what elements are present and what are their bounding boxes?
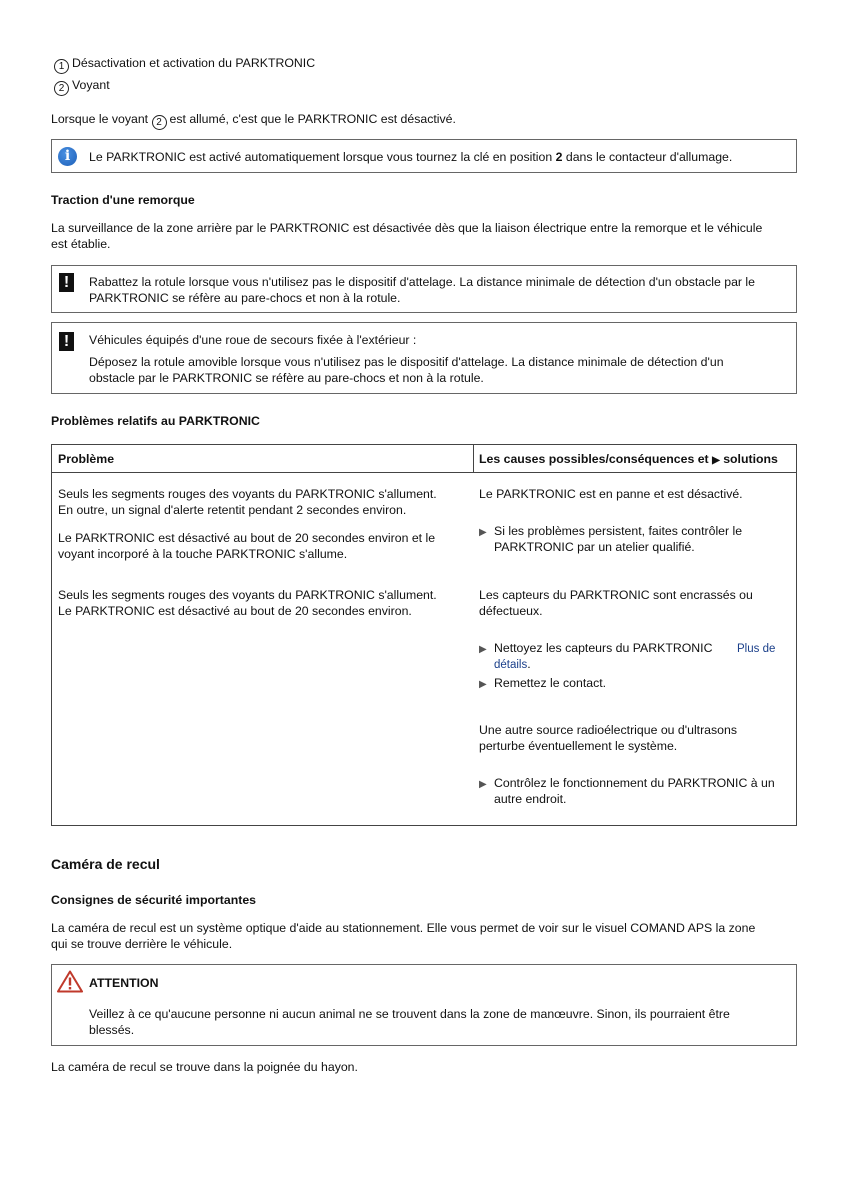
- traction-text-line: est établie.: [51, 237, 111, 251]
- more-details-link-cont[interactable]: détails.: [494, 657, 531, 671]
- legend-item-2: 2 Voyant: [54, 77, 110, 96]
- warning-box-1: ! Rabattez la rotule lorsque vous n'utilisez pas le dispositif d'attelage. La distance minimale de détection d'un obstacle par le PARKTRONIC se réfère au pare-chocs et non à la rotule.: [51, 265, 797, 313]
- info-note-box: [51, 139, 797, 173]
- list-item: ▶ Remettez le contact.: [479, 675, 606, 693]
- arrow-right-icon: ▶: [479, 779, 487, 790]
- table-header-problem: Problème: [58, 452, 115, 466]
- number-circle: 2: [152, 115, 167, 130]
- attention-triangle-icon: [57, 970, 83, 993]
- arrow-right-icon: ▶: [479, 527, 487, 538]
- arrow-right-icon: ▶: [712, 455, 720, 466]
- attention-box: ATTENTION Veillez à ce qu'aucune personne ni aucun animal ne se trouvent dans la zone de manœuvre. Sinon, ils pourraient être blessés.: [51, 964, 797, 1046]
- safety-heading: Consignes de sécurité importantes: [51, 893, 257, 907]
- list-item: ▶ Nettoyez les capteurs du PARKTRONIC: [479, 640, 712, 658]
- info-note-text: Le PARKTRONIC est activé automatiquement lorsque vous tournez la clé en position 2 dans le contacteur d'allumage.: [89, 150, 733, 164]
- more-details-link[interactable]: Plus de: [737, 643, 776, 655]
- camera-intro-line: qui se trouve derrière le véhicule.: [51, 937, 233, 951]
- warning-box-2: ! Véhicules équipés d'une roue de secours fixée à l'extérieur : Déposez la rotule amovible lorsque vous n'utilisez pas le dispositif d'attelage. La distance minimale de détection d'un obstacle par le PARKTRONIC se réfère au pare-chocs et non à la rotule.: [51, 322, 797, 394]
- legend-item-1: 1 Désactivation et activation du PARKTRONIC: [54, 55, 315, 74]
- traction-heading: Traction d'une remorque: [51, 193, 195, 207]
- problems-heading: Problèmes relatifs au PARKTRONIC: [51, 414, 260, 428]
- arrow-right-icon: ▶: [479, 644, 487, 655]
- number-circle: 1: [54, 59, 69, 74]
- camera-location: La caméra de recul se trouve dans la poignée du hayon.: [51, 1060, 358, 1074]
- section-title: Caméra de recul: [51, 856, 160, 872]
- camera-intro-line: La caméra de recul est un système optique d'aide au stationnement. Elle vous permet de voir sur le visuel COMAND APS la zone: [51, 921, 756, 935]
- voyant-sentence: Lorsque le voyant 2 est allumé, c'est que le PARKTRONIC est désactivé.: [51, 112, 456, 128]
- attention-title: ATTENTION: [89, 976, 159, 990]
- warning-icon: !: [59, 273, 74, 292]
- list-item: ▶ Si les problèmes persistent, faites contrôler le: [479, 523, 742, 541]
- warning-icon: !: [59, 332, 74, 351]
- table-header-causes: Les causes possibles/conséquences et ▶ solutions: [479, 452, 778, 466]
- info-icon: i: [58, 147, 77, 166]
- problems-table: Problème Les causes possibles/conséquences et ▶ solutions Seuls les segments rouges des voyants du PARKTRONIC s'allument. En outre, un signal d'alerte retentit pendant 2 secondes environ. Le PARKTRONIC est désactivé au bout de 20 secondes environ et le voyant incorporé à la touche PARKTRONIC s'allume. Seuls les segments rouges des voyants du PARKTRONIC s'allument. Le PARKTRONIC est désactivé au bout de 20 secondes environ. Le PARKTRONIC est en panne et est désactivé. ▶ Si les problèmes persistent, faites contrôler le PARKTRONIC par un atelier qualifié. Les capteurs du PARKTRONIC sont encrassés ou défectueux. ▶ Nettoyez les capteurs du PARKTRONIC Plus de détails. ▶ Remettez le contact. Une autre source radioélectrique ou d'ultrasons perturbe éventuellement le système. ▶ Contrôlez le fonctionnement du PARKTRONIC à un autre endroit.: [51, 444, 797, 826]
- arrow-right-icon: ▶: [479, 679, 487, 690]
- number-circle: 2: [54, 81, 69, 96]
- traction-text-line: La surveillance de la zone arrière par le PARKTRONIC est désactivée dès que la liaison électrique entre la remorque et le véhicule: [51, 221, 763, 235]
- list-item: ▶ Contrôlez le fonctionnement du PARKTRONIC à un: [479, 775, 775, 793]
